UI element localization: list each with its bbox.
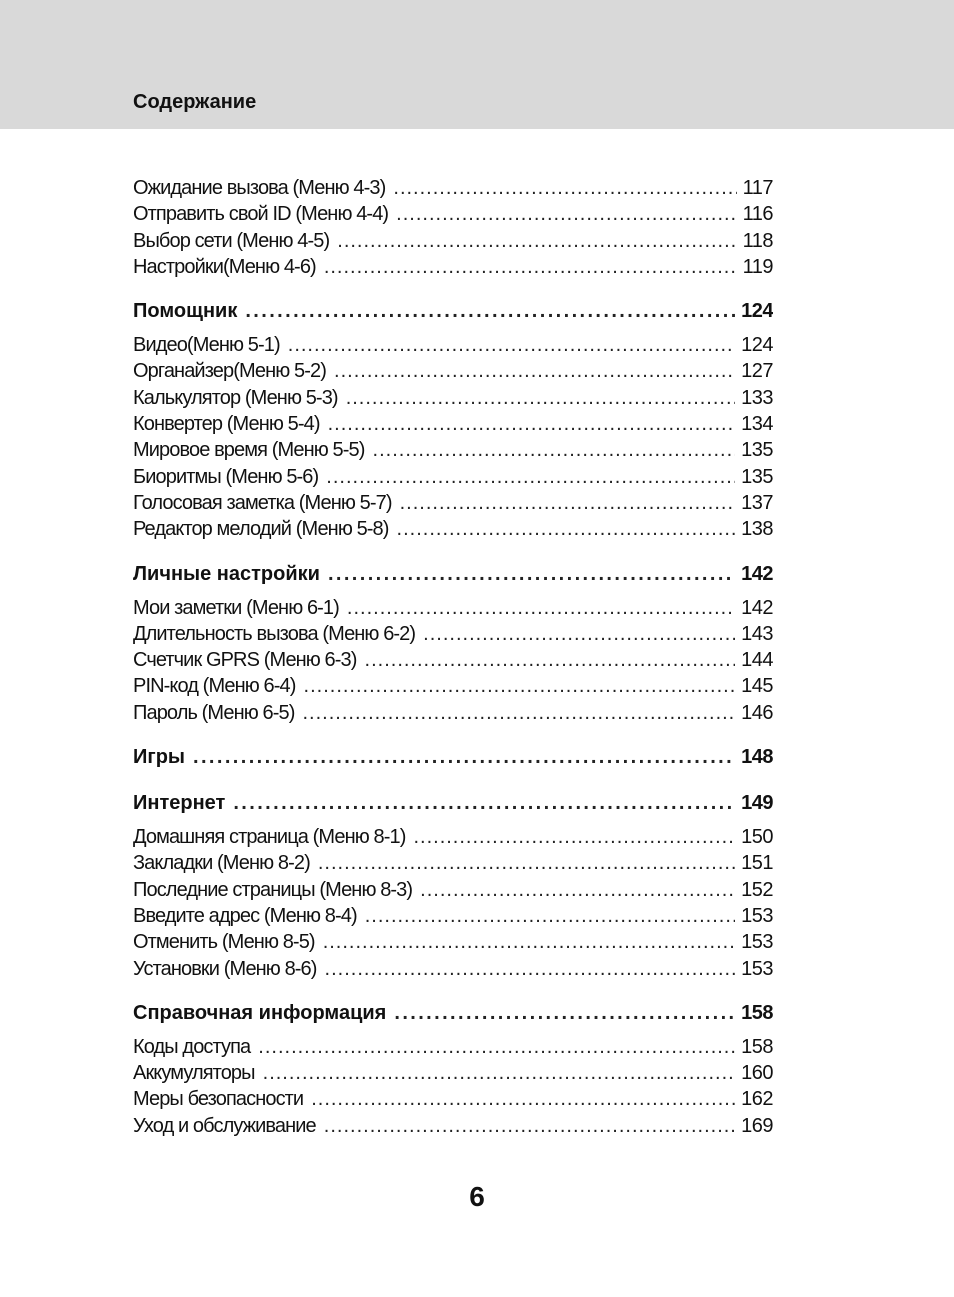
toc-entry[interactable]: [133, 850, 773, 876]
toc-page-number: 153: [741, 904, 773, 927]
dot-leader: [233, 788, 735, 818]
toc-entry[interactable]: [133, 1086, 773, 1112]
toc-entry-title: Отправить свой ID (Меню 4-4): [133, 203, 389, 226]
dot-leader: [304, 673, 736, 699]
toc-entry[interactable]: [133, 437, 773, 463]
dot-leader: [323, 929, 735, 955]
dot-leader: [318, 850, 735, 876]
toc-page-number: 144: [741, 649, 773, 672]
toc-entry-title: Коды доступа: [133, 1035, 251, 1058]
dot-leader: [413, 824, 735, 850]
dot-leader: [328, 411, 736, 437]
dot-leader: [326, 464, 735, 490]
toc-entry-title: Видео(Меню 5-1): [133, 334, 280, 357]
toc-page-number: 160: [741, 1062, 773, 1085]
dot-leader: [328, 559, 735, 589]
page-number: 6: [469, 1181, 485, 1212]
toc-entry[interactable]: [133, 673, 773, 699]
toc-entry-title: Органайзер(Меню 5-2): [133, 360, 327, 383]
table-of-contents: [133, 175, 773, 1139]
toc-page-number: 145: [741, 675, 773, 698]
toc-entry[interactable]: [133, 385, 773, 411]
toc-page-number: 127: [741, 360, 773, 383]
toc-page-number: 152: [741, 878, 773, 901]
toc-page-number: 137: [741, 491, 773, 514]
dot-leader: [337, 228, 736, 254]
toc-entry-title: Введите адрес (Меню 8-4): [133, 904, 357, 927]
toc-page-number: 158: [741, 1035, 773, 1058]
toc-entry[interactable]: [133, 903, 773, 929]
toc-page-number: 134: [741, 413, 773, 436]
dot-leader: [334, 358, 735, 384]
toc-entry-title: Выбор сети (Меню 4-5): [133, 229, 330, 252]
toc-page-number: 151: [741, 852, 773, 875]
toc-page-number: 149: [741, 792, 773, 815]
toc-entry-title: Отменить (Меню 8-5): [133, 931, 315, 954]
toc-page-number: 150: [741, 826, 773, 849]
toc-entry-title: Голосовая заметка (Меню 5-7): [133, 491, 392, 514]
toc-entry-title: Установки (Меню 8-6): [133, 957, 317, 980]
toc-entry[interactable]: [133, 1034, 773, 1060]
toc-entry[interactable]: [133, 1113, 773, 1139]
toc-chapter[interactable]: [133, 296, 773, 326]
toc-chapter-title: Личные настройки: [133, 562, 320, 585]
toc-page-number: 162: [741, 1088, 773, 1111]
dot-leader: [258, 1034, 735, 1060]
toc-entry[interactable]: [133, 175, 773, 201]
toc-chapter[interactable]: [133, 788, 773, 818]
toc-entry-title: Калькулятор (Меню 5-3): [133, 386, 338, 409]
toc-entry-title: Ожидание вызова (Меню 4-3): [133, 177, 386, 199]
toc-page-number: 169: [741, 1114, 773, 1137]
toc-page-number: 116: [742, 203, 773, 226]
toc-page-number: 142: [741, 596, 773, 619]
toc-chapter-title: Интернет: [133, 792, 226, 815]
dot-leader: [324, 1113, 735, 1139]
toc-page-number: 118: [742, 229, 773, 252]
toc-entry[interactable]: [133, 621, 773, 647]
toc-entry-title: Аккумуляторы: [133, 1062, 255, 1085]
header-band: [0, 0, 954, 129]
dot-leader: [396, 201, 736, 227]
dot-leader: [420, 877, 735, 903]
toc-entry[interactable]: [133, 595, 773, 621]
toc-entry[interactable]: [133, 1060, 773, 1086]
toc-chapter[interactable]: [133, 998, 773, 1028]
toc-entry[interactable]: [133, 824, 773, 850]
toc-entry[interactable]: [133, 358, 773, 384]
toc-page-number: 117: [742, 177, 773, 199]
dot-leader: [346, 385, 735, 411]
toc-page-number: 153: [741, 931, 773, 954]
toc-entry-title: Настройки(Меню 4-6): [133, 255, 316, 278]
toc-entry[interactable]: [133, 929, 773, 955]
page-title: Содержание: [133, 91, 257, 113]
dot-leader: [393, 175, 736, 201]
toc-chapter[interactable]: [133, 559, 773, 589]
toc-entry[interactable]: [133, 647, 773, 673]
toc-chapter[interactable]: [133, 742, 773, 772]
toc-entry-title: Редактор мелодий (Меню 5-8): [133, 518, 389, 541]
dot-leader: [347, 595, 735, 621]
toc-entry-title: Домашняя страница (Меню 8-1): [133, 826, 406, 849]
toc-page-number: 133: [741, 386, 773, 409]
toc-entry-title: Закладки (Меню 8-2): [133, 852, 310, 875]
toc-page-number: 119: [742, 255, 773, 278]
dot-leader: [324, 254, 737, 280]
toc-page-number: 142: [741, 562, 773, 585]
toc-entry-title: Биоритмы (Меню 5-6): [133, 465, 319, 488]
toc-entry[interactable]: [133, 464, 773, 490]
dot-leader: [245, 296, 735, 326]
toc-entry-title: Последние страницы (Меню 8-3): [133, 878, 413, 901]
toc-entry[interactable]: [133, 254, 773, 280]
dot-leader: [365, 903, 735, 929]
toc-page-number: 153: [741, 957, 773, 980]
toc-entry[interactable]: [133, 490, 773, 516]
dot-leader: [394, 998, 735, 1028]
dot-leader: [423, 621, 735, 647]
toc-chapter-title: Справочная информация: [133, 1001, 387, 1024]
dot-leader: [303, 700, 736, 726]
toc-chapter-title: Игры: [133, 746, 186, 769]
toc-entry-title: Мои заметки (Меню 6-1): [133, 596, 339, 619]
dot-leader: [365, 647, 736, 673]
toc-entry-title: Длительность вызова (Меню 6-2): [133, 622, 416, 645]
toc-page-number: 124: [741, 334, 773, 357]
dot-leader: [311, 1086, 735, 1112]
dot-leader: [193, 742, 735, 772]
dot-leader: [263, 1060, 735, 1086]
toc-page-number: 146: [741, 701, 773, 724]
toc-entry[interactable]: [133, 700, 773, 726]
toc-entry-title: Пароль (Меню 6-5): [133, 701, 295, 724]
toc-entry[interactable]: [133, 411, 773, 437]
toc-entry[interactable]: [133, 228, 773, 254]
toc-page-number: 143: [741, 622, 773, 645]
dot-leader: [325, 956, 736, 982]
toc-page-number: 148: [741, 746, 773, 769]
toc-entry-title: Конвертер (Меню 5-4): [133, 413, 320, 436]
toc-entry-title: Мировое время (Меню 5-5): [133, 439, 365, 462]
toc-page-number: 138: [741, 518, 773, 541]
toc-entry-title: Счетчик GPRS (Меню 6-3): [133, 649, 357, 672]
dot-leader: [397, 516, 736, 542]
toc-entry[interactable]: [133, 201, 773, 227]
dot-leader: [288, 332, 735, 358]
dot-leader: [400, 490, 736, 516]
toc-entry[interactable]: [133, 332, 773, 358]
toc-entry-title: PIN-код (Меню 6-4): [133, 675, 296, 698]
toc-page-number: 158: [741, 1001, 773, 1024]
toc-entry[interactable]: [133, 956, 773, 982]
toc-page-number: 124: [741, 300, 773, 323]
toc-page-number: 135: [741, 465, 773, 488]
toc-entry[interactable]: [133, 877, 773, 903]
dot-leader: [373, 437, 736, 463]
toc-entry-title: Уход и обслуживание: [133, 1114, 316, 1137]
toc-entry-title: Меры безопасности: [133, 1088, 304, 1111]
toc-entry[interactable]: [133, 516, 773, 542]
toc-chapter-title: Помощник: [133, 300, 238, 323]
toc-page-number: 135: [741, 439, 773, 462]
